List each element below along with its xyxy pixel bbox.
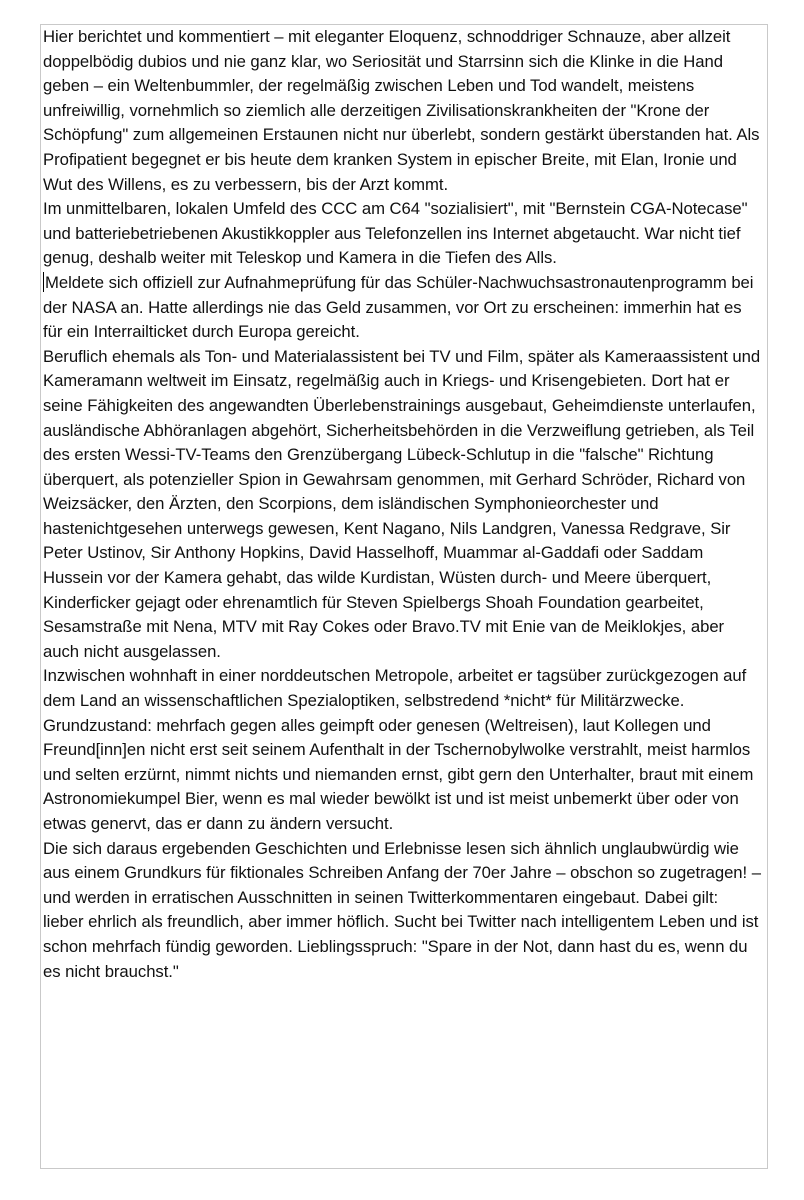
paragraph-intro: Hier berichtet und kommentiert – mit eleganter Eloquenz, schnoddriger Schnauze, aber allzeit doppelbödig dubios und nie ganz klar, wo Seriosität und Starrsinn sich die Klinke in die Hand geben – ein Weltenbummler, der regelmäßig zwischen Leben und Tod wandelt, meistens unfreiwillig, vornehmlich so ziemlich alle derzeitigen Zivilisationskrankheiten der "Krone der Schöpfung" zum allgemeinen Erstaunen nicht nur überlebt, sondern gestärkt überstanden hat. Als Profipatient begegnet er bis heute dem kranken System in epischer Breite, mit Elan, Ironie und Wut des Willens, es zu verbessern, bis der Arzt kommt. [43, 27, 760, 194]
paragraph-nasa [43, 271, 763, 345]
paragraph-stories: Die sich daraus ergebenden Geschichten und Erlebnisse lesen sich ähnlich unglaubwürdig wie aus einem Grundkurs für fiktionales Schreiben Anfang der 70er Jahre – obschon so zugetragen! – und werden in erratischen Ausschnitten in seinen Twitterkommentaren eingebaut. Dabei gilt: lieber ehrlich als freundlich, aber immer höflich. Sucht bei Twitter nach intelligentem Leben und ist schon mehrfach fündig geworden. Lieblingsspruch: "Spare in der Not, dann hast du es, wenn du es nicht brauchst." [43, 838, 761, 981]
paragraph-ccc: Im unmittelbaren, lokalen Umfeld des CCC am C64 "sozialisiert", mit "Bernstein CGA-Notecase" und batteriebetriebenen Akustikkoppler aus Telefonzellen ins Internet abgetaucht. War nicht tief genug, deshalb weiter mit Teleskop und Kamera in die Tiefen des Alls. [43, 199, 748, 268]
paragraph-career: Beruflich ehemals als Ton- und Materialassistent bei TV und Film, später als Kameraassistent und Kameramann weltweit im Einsatz, regelmäßig auch in Kriegs- und Krisengebieten. Dort hat er seine Fähigkeiten des angewandten Überlebenstrainings ausgebaut, Geheimdienste unterlaufen, ausländische Abhöranlagen abgehört, Sicherheitsbehörden in die Verzweiflung getrieben, als Teil des ersten Wessi-TV-Teams den Grenzübergang Lübeck-Schlutup in die "falsche" Richtung überquert, als potenzieller Spion in Gewahrsam genommen, mit Gerhard Schröder, Richard von Weizsäcker, den Ärzten, den Scorpions, dem isländischen Symphonieorchester und hastenichtgesehen unterwegs gewesen, Kent Nagano, Nils Landgren, Vanessa Redgrave, Sir Peter Ustinov, Sir Anthony Hopkins, David Hasselhoff, Muammar al-Gaddafi oder Saddam Hussein vor der Kamera gehabt, das wilde Kurdistan, Wüsten durch- und Meere überquert, Kinderficker gejagt oder ehrenamtlich für Steven Spielbergs Shoah Foundation gearbeitet, Sesamstraße mit Nena, MTV mit Ray Cokes oder Bravo.TV mit Enie van de Meiklokjes, aber auch nicht ausgelassen. [43, 346, 761, 661]
text-cursor [43, 272, 44, 292]
paragraph-residence: Inzwischen wohnhaft in einer norddeutschen Metropole, arbeitet er tagsüber zurückgezogen auf dem Land an wissenschaftlichen Spezialoptiken, selbstredend *nicht* für Militärzwecke. [43, 666, 747, 711]
paragraph-grundzustand: Grundzustand: mehrfach gegen alles geimpft oder genesen (Weltreisen), laut Kollegen und Freund[inn]en nicht erst seit seinem Aufenthalt in der Tschernobylwolke verstrahlt, meist harmlos und selten erzürnt, nimmt nichts und niemanden ernst, gibt gern den Unterhalter, braut mit einem Astronomiekumpel Bier, wenn es mal wieder bewölkt ist und ist meist unbemerkt über oder von etwas genervt, das er dann zu ändern versucht. [43, 715, 754, 833]
paragraph-nasa-text: Meldete sich offiziell zur Aufnahmeprüfung für das Schüler-Nachwuchsastronautenprogramm bei der NASA an. Hatte allerdings nie das Geld zusammen, vor Ort zu erscheinen: immerhin hat es für ein Interrailticket durch Europa gereicht. [43, 272, 754, 342]
document-body[interactable] [41, 25, 767, 984]
document-page[interactable] [40, 24, 768, 1169]
